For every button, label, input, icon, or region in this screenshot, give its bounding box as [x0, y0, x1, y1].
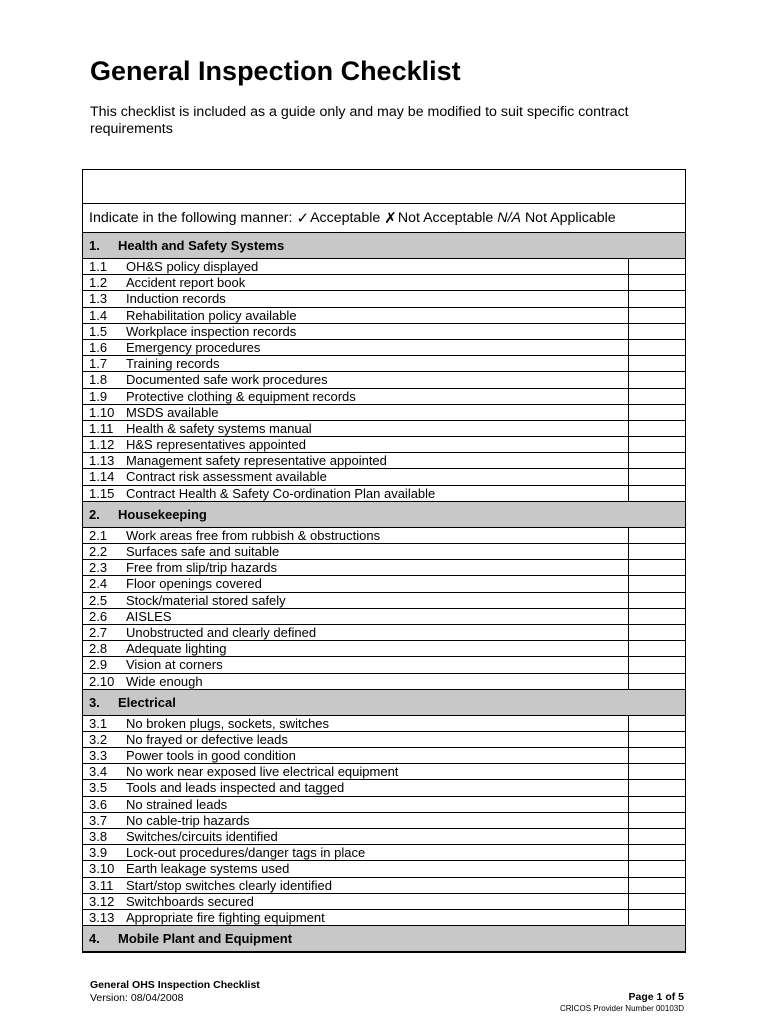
checklist-row: [83, 469, 685, 485]
checklist-item-label: [83, 291, 628, 306]
item-text: No work near exposed live electrical equipment: [126, 764, 399, 780]
check-cell[interactable]: [628, 797, 685, 812]
item-text: Induction records: [126, 291, 226, 307]
item-number: 1.1: [89, 259, 108, 274]
checklist-row: [83, 372, 685, 388]
check-cell[interactable]: [628, 732, 685, 747]
item-text: Lock-out procedures/danger tags in place: [126, 845, 366, 861]
item-number: 1.11: [89, 420, 114, 436]
section-header: [83, 690, 685, 716]
checklist-row: [83, 308, 685, 324]
check-cell[interactable]: [628, 657, 685, 672]
item-number: 2.8: [89, 641, 108, 657]
item-text: Health & safety systems manual: [126, 420, 312, 436]
item-number: 2.9: [89, 657, 108, 673]
check-cell[interactable]: [628, 861, 685, 876]
checklist-item-label: [83, 732, 628, 747]
item-number: 2.7: [89, 624, 108, 640]
item-text: Emergency procedures: [126, 339, 261, 355]
checklist-item-label: [83, 308, 628, 323]
item-number: 3.8: [89, 829, 108, 844]
item-number: 1.12: [89, 437, 115, 453]
checklist-item-label: [83, 259, 628, 274]
checklist-item-label: [83, 576, 628, 591]
legend-acceptable: Acceptable: [310, 210, 381, 226]
item-text: H&S representatives appointed: [126, 437, 306, 453]
checklist-item-label: [83, 356, 628, 371]
checklist-row: [83, 389, 685, 405]
section-number: 4.: [89, 931, 100, 947]
item-number: 1.4: [89, 307, 108, 323]
item-text: Management safety representative appointed: [126, 453, 387, 469]
item-number: 1.5: [89, 323, 108, 339]
item-text: MSDS available: [126, 404, 219, 420]
item-text: Rehabilitation policy available: [126, 307, 297, 323]
item-text: Documented safe work procedures: [126, 372, 328, 388]
checklist-row: [83, 829, 685, 845]
item-text: No cable-trip hazards: [126, 812, 250, 828]
checklist-row: [83, 421, 685, 437]
checklist-row: [83, 453, 685, 469]
check-cell[interactable]: [628, 764, 685, 779]
check-cell[interactable]: [628, 528, 685, 543]
check-cell[interactable]: [628, 453, 685, 468]
item-text: Contract Health & Safety Co-ordination Plan available: [126, 485, 436, 501]
checklist-sections: [83, 233, 685, 952]
check-cell[interactable]: [628, 894, 685, 909]
checklist-row: [83, 861, 685, 877]
legend-prefix: Indicate in the following manner:: [89, 210, 293, 226]
item-text: Adequate lighting: [126, 641, 227, 657]
checklist-row: [83, 625, 685, 641]
checklist-row: [83, 528, 685, 544]
item-text: Earth leakage systems used: [126, 861, 290, 877]
checklist-row: [83, 910, 685, 926]
check-cell[interactable]: [628, 813, 685, 828]
item-number: 2.5: [89, 592, 108, 608]
check-cell[interactable]: [628, 910, 685, 925]
checklist-item-label: [83, 486, 628, 501]
checklist-row: [83, 340, 685, 356]
checklist-item-label: [83, 275, 628, 290]
checklist-item-label: [83, 340, 628, 355]
checklist-item-label: [83, 437, 628, 452]
check-cell[interactable]: [628, 405, 685, 420]
legend-na: N/A: [497, 210, 521, 226]
item-text: Vision at corners: [126, 657, 223, 673]
checklist-row: [83, 641, 685, 657]
checklist-row: [83, 437, 685, 453]
item-number: 3.1: [89, 715, 108, 731]
section-title: Mobile Plant and Equipment: [118, 931, 293, 947]
checklist-row: [83, 813, 685, 829]
item-text: Unobstructed and clearly defined: [126, 624, 317, 640]
page-subtitle: This checklist is included as a guide only and may be modified to suit specific contract requirements: [90, 104, 629, 137]
checklist-item-label: [83, 593, 628, 608]
check-cell[interactable]: [628, 421, 685, 436]
item-number: 2.2: [89, 544, 108, 559]
checklist-item-label: [83, 641, 628, 656]
item-text: Free from slip/trip hazards: [126, 560, 277, 576]
checklist-item-label: [83, 544, 628, 559]
check-cell[interactable]: [628, 878, 685, 893]
checklist-item-label: [83, 894, 628, 909]
checklist-row: [83, 291, 685, 307]
item-number: 3.10: [89, 861, 115, 877]
checklist-item-label: [83, 560, 628, 575]
item-number: 1.15: [89, 485, 115, 501]
check-cell[interactable]: [628, 356, 685, 371]
item-text: No strained leads: [126, 796, 228, 812]
check-cell[interactable]: [628, 486, 685, 501]
checklist-row: [83, 576, 685, 592]
item-number: 1.7: [89, 356, 108, 372]
section-title: Electrical: [118, 694, 176, 710]
item-number: 3.6: [89, 796, 108, 812]
item-number: 3.5: [89, 780, 108, 796]
checklist-row: [83, 405, 685, 421]
item-number: 3.4: [89, 764, 108, 780]
checklist-item-label: [83, 716, 628, 731]
checklist-row: [83, 609, 685, 625]
item-text: Surfaces safe and suitable: [126, 544, 280, 559]
section-number: 1.: [89, 238, 100, 253]
checklist-row: [83, 275, 685, 291]
section-number: 3.: [89, 694, 100, 710]
check-cell[interactable]: [628, 641, 685, 656]
checklist-item-label: [83, 748, 628, 763]
legend-not-acceptable: Not Acceptable: [397, 210, 494, 226]
checklist-row: [83, 356, 685, 372]
item-number: 3.11: [89, 877, 114, 893]
footer-right: [560, 991, 684, 1014]
section-number: 2.: [89, 506, 100, 522]
check-cell[interactable]: [628, 576, 685, 591]
checklist-row: [83, 845, 685, 861]
checklist-item-label: [83, 764, 628, 779]
checklist-item-label: [83, 797, 628, 812]
checklist-row: [83, 544, 685, 560]
item-number: 3.12: [89, 893, 115, 909]
item-text: Work areas free from rubbish & obstructions: [126, 527, 381, 543]
item-text: Wide enough: [126, 673, 203, 689]
check-cell[interactable]: [628, 780, 685, 795]
item-text: Appropriate fire fighting equipment: [126, 909, 325, 925]
check-cell[interactable]: [628, 389, 685, 404]
item-number: 3.2: [89, 731, 108, 747]
item-number: 2.10: [89, 673, 115, 689]
footer-cricos: CRICOS Provider Number 00103D: [559, 1004, 684, 1013]
checklist-row: [83, 764, 685, 780]
page-title: General Inspection Checklist: [90, 56, 461, 86]
check-cell[interactable]: [628, 259, 685, 274]
checklist-row: [83, 259, 685, 275]
checklist-table: [82, 169, 686, 953]
item-number: 1.10: [89, 404, 115, 420]
checklist-row: [83, 560, 685, 576]
checklist-item-label: [83, 372, 628, 387]
item-number: 3.7: [89, 812, 108, 828]
check-cell[interactable]: [628, 275, 685, 290]
item-number: 1.3: [89, 291, 108, 307]
checklist-item-label: [83, 528, 628, 543]
checklist-row: [83, 716, 685, 732]
item-text: Protective clothing & equipment records: [126, 388, 356, 404]
checklist-item-label: [83, 421, 628, 436]
check-cell[interactable]: [628, 291, 685, 306]
checklist-row: [83, 797, 685, 813]
item-number: 1.13: [89, 453, 115, 469]
checklist-item-label: [83, 405, 628, 420]
item-text: Tools and leads inspected and tagged: [126, 780, 345, 796]
footer-doc-title: General OHS Inspection Checklist: [90, 979, 260, 991]
check-cell[interactable]: [628, 437, 685, 452]
item-text: No frayed or defective leads: [126, 731, 288, 747]
checklist-row: [83, 878, 685, 894]
item-text: Stock/material stored safely: [126, 592, 286, 608]
item-text: Contract risk assessment available: [126, 469, 327, 485]
check-cell[interactable]: [628, 674, 685, 689]
check-cell[interactable]: [628, 544, 685, 559]
item-text: Workplace inspection records: [126, 323, 297, 339]
checklist-row: [83, 674, 685, 690]
item-text: Training records: [126, 356, 220, 372]
item-number: 1.9: [89, 388, 108, 404]
footer-page-number: Page 1 of 5: [628, 991, 684, 1003]
checklist-item-label: [83, 861, 628, 876]
section-header: [83, 233, 685, 259]
item-text: Switches/circuits identified: [126, 829, 278, 844]
checklist-row: [83, 593, 685, 609]
item-number: 2.1: [89, 527, 108, 543]
check-cell[interactable]: [628, 716, 685, 731]
section-title: Housekeeping: [118, 506, 207, 522]
check-cell[interactable]: [628, 845, 685, 860]
item-text: Floor openings covered: [126, 576, 262, 592]
checklist-item-label: [83, 625, 628, 640]
check-cell[interactable]: [628, 340, 685, 355]
item-text: AISLES: [126, 608, 172, 624]
checklist-item-label: [83, 324, 628, 339]
checklist-item-label: [83, 453, 628, 468]
section-header: [83, 926, 685, 952]
section-title: Health and Safety Systems: [118, 238, 285, 253]
check-cell[interactable]: [628, 372, 685, 387]
item-text: Power tools in good condition: [126, 748, 296, 764]
checklist-item-label: [83, 829, 628, 844]
item-text: Accident report book: [126, 275, 246, 291]
footer-version: Version: 08/04/2008: [90, 992, 184, 1004]
item-text: OH&S policy displayed: [126, 259, 259, 274]
check-cell[interactable]: [628, 625, 685, 640]
item-text: No broken plugs, sockets, switches: [126, 715, 330, 731]
check-cell[interactable]: [628, 469, 685, 484]
item-number: 3.13: [89, 909, 115, 925]
checklist-item-label: [83, 609, 628, 624]
footer-left: [90, 979, 260, 1005]
checklist-header-blank-cell[interactable]: [83, 170, 685, 204]
checklist-row: [83, 732, 685, 748]
check-cell[interactable]: [628, 308, 685, 323]
item-number: 1.6: [89, 339, 108, 355]
item-number: 3.3: [89, 748, 108, 764]
check-cell[interactable]: [628, 593, 685, 608]
checklist-row: [83, 324, 685, 340]
checklist-item-label: [83, 657, 628, 672]
checklist-row: [83, 486, 685, 502]
checklist-item-label: [83, 469, 628, 484]
checklist-item-label: [83, 674, 628, 689]
checklist-item-label: [83, 780, 628, 795]
x-mark-icon: ✗: [384, 210, 397, 227]
item-text: Start/stop switches clearly identified: [126, 877, 332, 893]
checklist-row: [83, 748, 685, 764]
checklist-row: [83, 780, 685, 796]
item-number: 2.6: [89, 608, 108, 624]
check-cell[interactable]: [628, 609, 685, 624]
check-cell[interactable]: [628, 748, 685, 763]
item-number: 2.3: [89, 560, 108, 576]
legend-row: [83, 204, 685, 233]
checklist-item-label: [83, 389, 628, 404]
item-number: 1.2: [89, 275, 108, 291]
check-mark-icon: ✓: [296, 210, 310, 227]
item-number: 2.4: [89, 576, 108, 592]
item-number: 1.14: [89, 469, 115, 485]
checklist-item-label: [83, 845, 628, 860]
check-cell[interactable]: [628, 324, 685, 339]
checklist-row: [83, 657, 685, 673]
section-header: [83, 502, 685, 528]
check-cell[interactable]: [628, 560, 685, 575]
checklist-row: [83, 894, 685, 910]
legend-not-applicable: Not Applicable: [524, 210, 616, 226]
checklist-item-label: [83, 878, 628, 893]
checklist-item-label: [83, 813, 628, 828]
check-cell[interactable]: [628, 829, 685, 844]
checklist-item-label: [83, 910, 628, 925]
item-text: Switchboards secured: [126, 893, 254, 909]
item-number: 1.8: [89, 372, 108, 388]
item-number: 3.9: [89, 845, 108, 861]
